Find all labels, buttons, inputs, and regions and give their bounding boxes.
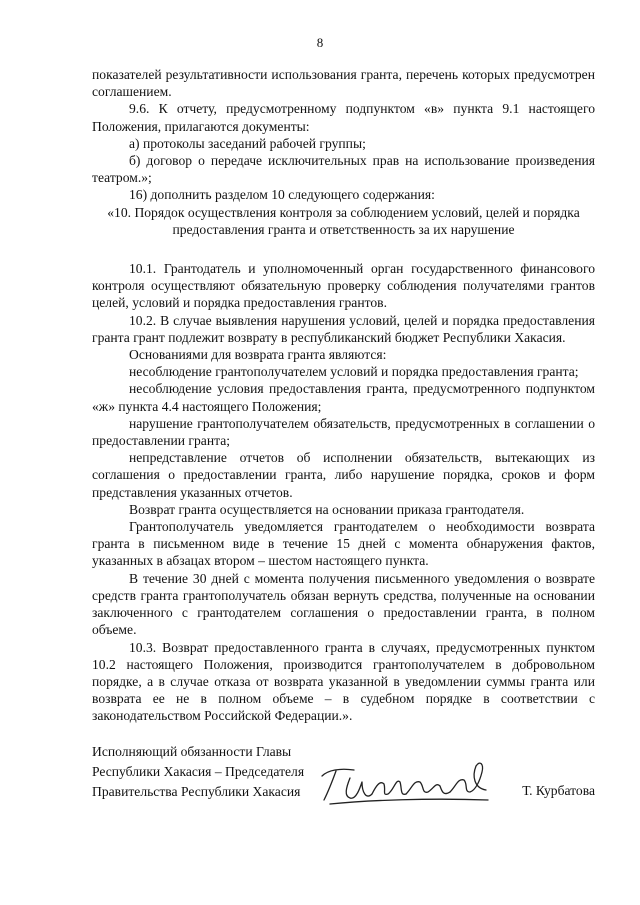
paragraph: Основаниями для возврата гранта являются: [129,347,387,363]
paragraph: б) договор о передаче исключительных прав на использование произведения театром.»; [92,153,595,186]
paragraph: В течение 30 дней с момента получения письменного уведомления о возврате средств гранта грантополучатель обязан вернуть средства, полученные на основании заключенного с грантодателем соглашения о предоставлении гранта, в полном объеме. [92,570,595,638]
paragraph: 10.1. Грантодатель и уполномоченный орган государственного финансового контроля осуществляют обязательную проверку соблюдения получателями грантов целей, условий и порядка предоставления грантов. [92,261,595,311]
paragraph: несоблюдение условия предоставления гранта, предусмотренного подпунктом «ж» пункта 4.4 настоящего Положения; [92,381,595,414]
signatory-title-line: Республики Хакасия – Председателя [92,764,305,779]
paragraph: нарушение грантополучателем обязательств, предусмотренных в соглашении о предоставлении гранта; [92,415,595,449]
handwritten-signature [310,748,500,812]
paragraph: а) протоколы заседаний рабочей группы; [129,135,366,151]
page-number: 8 [316,35,324,50]
signatory-title-line: Правительства Республики Хакасия [92,784,301,799]
paragraph: непредставление отчетов об исполнении обязательств, вытекающих из соглашения о предоставлении гранта, либо нарушение порядка, сроков и форм представления указанных отчетов. [92,450,595,500]
paragraph: показателей результативности использования гранта, перечень которых предусмотрен соглашением. [92,67,595,100]
paragraph: Возврат гранта осуществляется на основании приказа грантодателя. [129,501,525,517]
paragraph: 10.3. Возврат предоставленного гранта в случаях, предусмотренных пунктом 10.2 настоящего Положения, производится грантополучателем в добровольном порядке, а в случае отказа от возврата указанной в уведомлении суммы гранта или возврата ее не в полном объеме – в судебном порядке в соответствии с законодательством Российской Федерации.». [92,639,595,724]
section-heading: «10. Порядок осуществления контроля за соблюдением условий, целей и порядка предоставления гранта и ответственность за их нарушение [107,204,580,237]
paragraph: несоблюдение грантополучателем условий и порядка предоставления гранта; [129,364,579,380]
signatory-title-line: Исполняющий обязанности Главы [92,744,292,759]
signature-block [92,742,595,802]
document-body [92,66,595,725]
paragraph: 9.6. К отчету, предусмотренному подпунктом «в» пункта 9.1 настоящего Положения, прилагаются документы: [92,101,595,134]
paragraph: Грантополучатель уведомляется грантодателем о необходимости возврата гранта в письменном виде в течение 15 дней с момента обнаружения фактов, указанных в абзацах втором – шестом настоящего пункта. [92,519,595,569]
paragraph: 10.2. В случае выявления нарушения условий, целей и порядка предоставления гранта грант подлежит возврату в республиканский бюджет Республики Хакасия. [92,312,595,345]
signatory-name: Т. Курбатова [522,783,595,798]
paragraph: 16) дополнить разделом 10 следующего содержания: [129,187,435,203]
spacer [92,238,595,260]
